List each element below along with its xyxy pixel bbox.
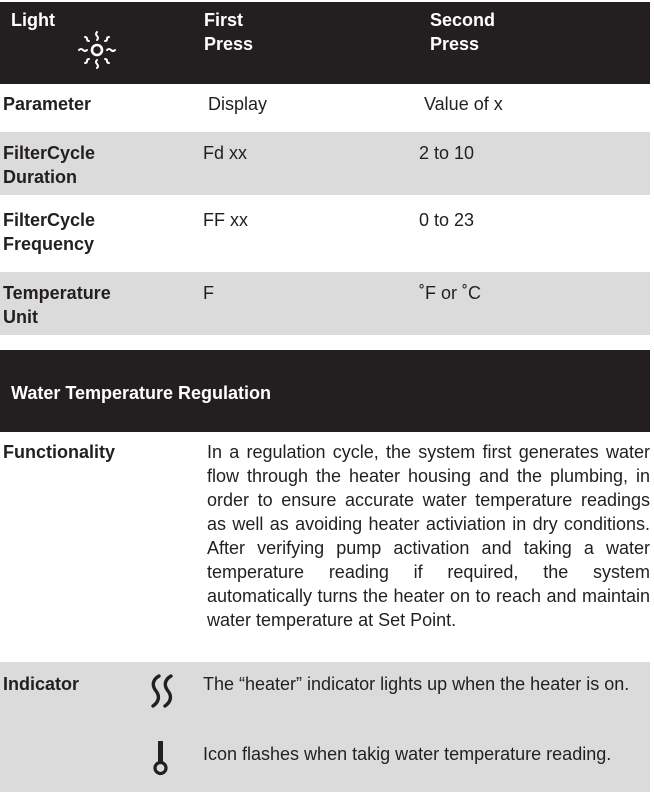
table-row-temperature-unit (0, 272, 650, 335)
section-title: Water Temperature Regulation (11, 383, 272, 403)
row-label (3, 208, 95, 256)
light-sun-icon (76, 29, 118, 71)
light-table-header (0, 2, 650, 84)
row-display: Display (208, 94, 268, 114)
thermometer-icon (152, 740, 170, 776)
header-first-press-line1: First (204, 10, 244, 30)
row-display: FF xx (203, 210, 248, 230)
table-row-parameter-header (0, 84, 650, 132)
row-label-line1: FilterCycle (3, 210, 96, 230)
row-label (3, 141, 95, 189)
row-label (3, 281, 111, 329)
row-display: Fd xx (203, 143, 248, 163)
table-row-filter-duration (0, 132, 650, 195)
row-label-line1: FilterCycle (3, 143, 96, 163)
heater-icon (149, 674, 177, 708)
functionality-text: In a regulation cycle, the system first generates water flow through the heater housing and the plumbing, in order to ensure accurate water temperature readings as well as avoiding heater activiation in dry conditions. After verifying pump activation and taking a water temperature reading if required, the system automatically turns the heater on to reach and maintain water temperature at Set Point. (207, 442, 650, 630)
functionality-row (0, 432, 650, 662)
header-first-press-line2: Press (204, 34, 254, 54)
row-label-line2: Frequency (3, 234, 95, 254)
header-second-press-line2: Press (430, 34, 480, 54)
header-light-label: Light (11, 10, 55, 30)
header-second-press-line1: Second (430, 10, 496, 30)
row-label: Parameter (3, 94, 92, 114)
row-value: 0 to 23 (419, 210, 475, 230)
functionality-label: Functionality (3, 442, 115, 462)
row-value: 2 to 10 (419, 143, 475, 163)
row-value: Value of x (424, 94, 503, 114)
indicator-heater-text: The “heater” indicator lights up when the heater is on. (203, 674, 630, 694)
indicator-label: Indicator (3, 674, 80, 694)
row-label-line1: Temperature (3, 283, 111, 303)
indicator-row (0, 662, 650, 792)
row-label-line2: Duration (3, 167, 77, 187)
row-value: ˚F or ˚C (419, 283, 481, 303)
row-label-line2: Unit (3, 307, 38, 327)
table-row-filter-frequency (0, 195, 650, 272)
header-first-press (204, 8, 253, 56)
header-second-press (430, 8, 495, 56)
indicator-thermometer-text: Icon flashes when takig water temperature reading. (203, 744, 612, 764)
regulation-section-header (0, 350, 650, 432)
row-display: F (203, 283, 214, 303)
